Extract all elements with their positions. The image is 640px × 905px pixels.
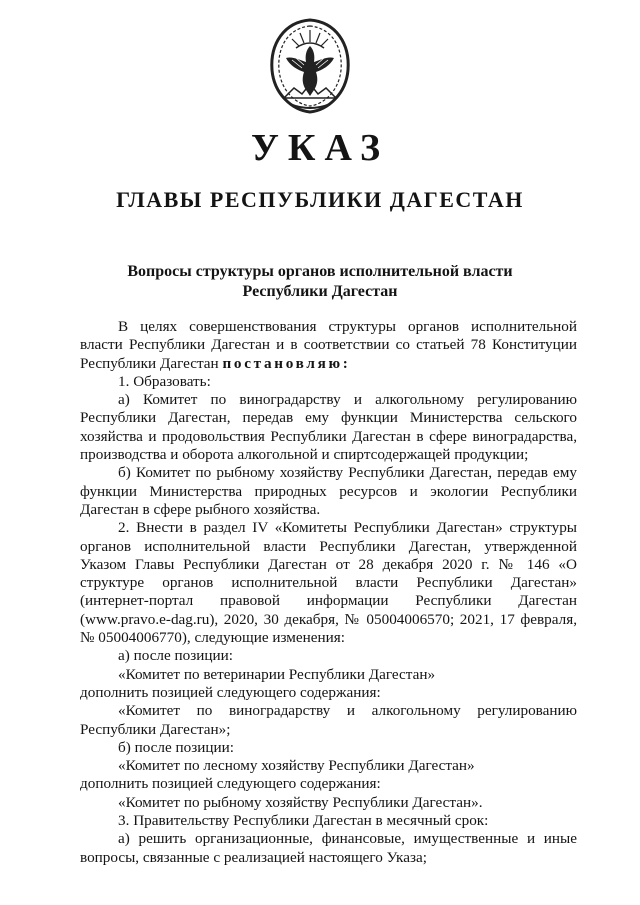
paragraph: «Комитет по виноградарству и алкогольному регулированию Республики Дагестан»; [80, 702, 577, 738]
paragraph: «Комитет по ветеринарии Республики Дагестан» [118, 665, 436, 683]
decree-issuer: ГЛАВЫ РЕСПУБЛИКИ ДАГЕСТАН [116, 187, 524, 212]
document-heading-line: Республики Дагестан [242, 283, 398, 300]
paragraph: «Комитет по лесному хозяйству Республики Дагестан» [118, 757, 475, 775]
eagle-emblem-icon [262, 16, 358, 116]
paragraph: дополнить позицией следующего содержания: [80, 775, 381, 793]
preamble-paragraph [80, 318, 577, 373]
decree-title: УКАЗ [251, 127, 389, 169]
paragraph: б) после позиции: [118, 738, 234, 756]
paragraph: 2. Внести в раздел IV «Комитеты Республики Дагестан» структуры органов исполнительной власти Республики Дагестан, утвержденной Указом Главы Республики Дагестан от 28 декабря 2020 г. № 146 «О структуре органов исполнительной власти Республики Дагестан» (интернет-портал правовой информации Республики Дагестан (www.pravo.e-dag.ru), 2020, 30 декабря, № 05004006570; 2021, 17 февраля, № 05004006770), следующие изменения: [80, 519, 577, 647]
decree-body [80, 318, 577, 867]
paragraph: а) Комитет по виноградарству и алкогольному регулированию Республики Дагестан, передав ему функции Министерства сельского хозяйства и продовольствия Республики Дагестан в сфере виноградарства, производства и оборота алкогольной и спиртсодержащей продукции; [80, 391, 577, 464]
paragraph: дополнить позицией следующего содержания: [80, 683, 381, 701]
coat-of-arms-emblem [262, 16, 358, 116]
resolve-word: постановляю: [222, 354, 351, 372]
paragraph: б) Комитет по рыбному хозяйству Республики Дагестан, передав ему функции Министерства природных ресурсов и экологии Республики Дагестан в сфере рыбного хозяйства. [80, 464, 577, 518]
document-heading [0, 262, 640, 302]
paragraph: 1. Образовать: [118, 372, 211, 390]
paragraph: а) после позиции: [118, 647, 234, 665]
paragraph: «Комитет по рыбному хозяйству Республики Дагестан». [118, 793, 483, 811]
preamble-text: В целях совершенствования структуры органов исполнительной власти Республики Дагестан и в соответствии со статьей 78 Конституции Республики Дагестан [80, 318, 577, 372]
paragraph: а) решить организационные, финансовые, имущественные и иные вопросы, связанные с реализацией настоящего Указа; [80, 830, 577, 866]
paragraph: 3. Правительству Республики Дагестан в месячный срок: [118, 812, 489, 830]
document-heading-line: Вопросы структуры органов исполнительной власти [127, 263, 513, 280]
